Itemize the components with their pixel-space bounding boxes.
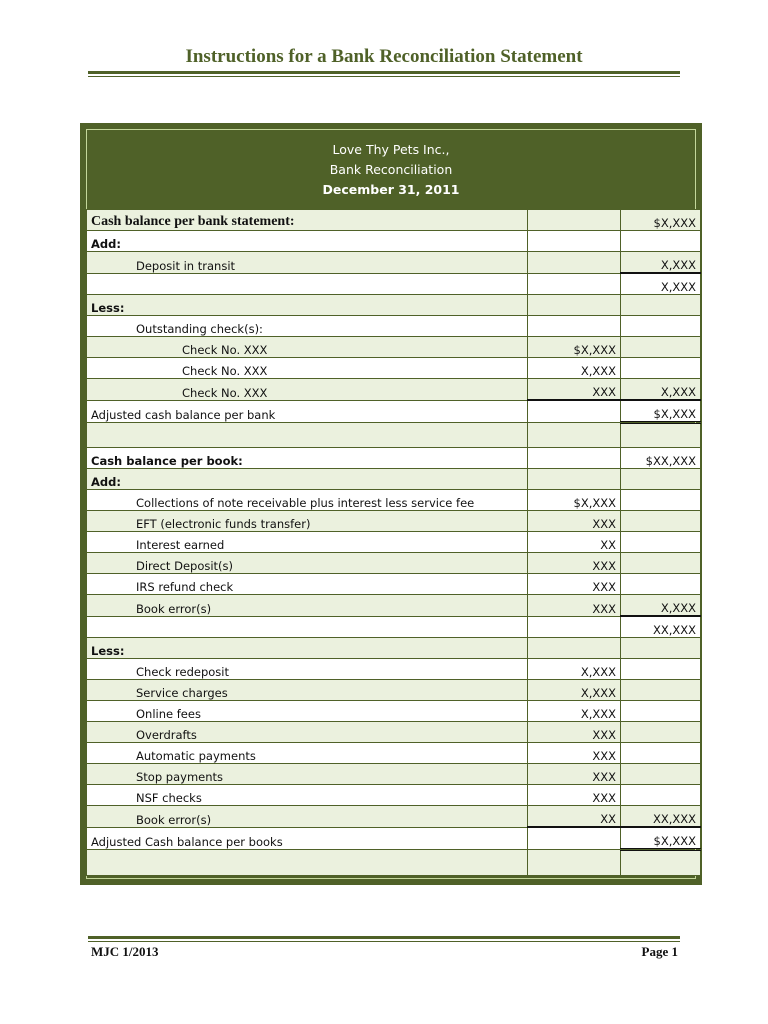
total-cell: [621, 574, 701, 595]
total-cell: [621, 358, 701, 379]
subtotal-cell: [528, 231, 621, 252]
total-cell: XX,XXX: [621, 616, 701, 638]
total-cell: $X,XXX: [621, 210, 701, 231]
total-cell: [621, 785, 701, 806]
total-cell: [621, 850, 701, 876]
subtotal-cell: [528, 616, 621, 638]
row-label: [87, 616, 528, 638]
table-row: [87, 490, 701, 511]
table-row: [87, 448, 701, 469]
total-cell: X,XXX: [621, 379, 701, 401]
table-row: [87, 638, 701, 659]
table-row: [87, 574, 701, 595]
subtotal-cell: XXX: [528, 553, 621, 574]
table-row: [87, 210, 701, 231]
subtotal-cell: [528, 273, 621, 295]
table-row: [87, 358, 701, 379]
total-cell: X,XXX: [621, 273, 701, 295]
total-cell: [621, 701, 701, 722]
subtotal-cell: X,XXX: [528, 680, 621, 701]
row-label: Direct Deposit(s): [87, 553, 528, 574]
company-name: Love Thy Pets Inc.,: [332, 142, 450, 157]
row-label: Adjusted Cash balance per books: [87, 827, 528, 850]
row-label: Add:: [87, 469, 528, 490]
subtotal-cell: XXX: [528, 785, 621, 806]
row-label: Book error(s): [87, 806, 528, 828]
subtotal-cell: XX: [528, 806, 621, 828]
footer-version: MJC 1/2013: [91, 944, 159, 959]
subtotal-cell: XXX: [528, 764, 621, 785]
subtotal-cell: X,XXX: [528, 358, 621, 379]
total-cell: [621, 638, 701, 659]
table-row: [87, 379, 701, 401]
total-cell: [621, 511, 701, 532]
table-row: [87, 337, 701, 358]
title-divider: [88, 71, 680, 74]
row-label: Interest earned: [87, 532, 528, 553]
subtotal-cell: [528, 448, 621, 469]
row-label: Overdrafts: [87, 722, 528, 743]
table-row: [87, 785, 701, 806]
subtotal-cell: X,XXX: [528, 659, 621, 680]
row-label: Book error(s): [87, 595, 528, 617]
row-label: Cash balance per bank statement:: [87, 210, 528, 231]
footer-divider: [88, 936, 680, 939]
total-cell: [621, 490, 701, 511]
table-row: [87, 423, 701, 448]
table-row: [87, 806, 701, 828]
total-cell: [621, 743, 701, 764]
total-cell: [621, 423, 701, 448]
subtotal-cell: [528, 827, 621, 850]
table-row: [87, 850, 701, 876]
row-label: Automatic payments: [87, 743, 528, 764]
subtotal-cell: [528, 316, 621, 337]
total-cell: [621, 469, 701, 490]
row-label: Check No. XXX: [87, 337, 528, 358]
total-cell: [621, 680, 701, 701]
row-label: Cash balance per book:: [87, 448, 528, 469]
table-row: [87, 659, 701, 680]
row-label: IRS refund check: [87, 574, 528, 595]
subtotal-cell: [528, 210, 621, 231]
total-cell: [621, 316, 701, 337]
total-cell: [621, 231, 701, 252]
row-label: EFT (electronic funds transfer): [87, 511, 528, 532]
report-name: Bank Reconciliation: [329, 162, 453, 177]
table-row: [87, 764, 701, 785]
table-row: [87, 316, 701, 337]
subtotal-cell: [528, 295, 621, 316]
table-row: [87, 680, 701, 701]
row-label: Outstanding check(s):: [87, 316, 528, 337]
total-cell: [621, 722, 701, 743]
table-row: [87, 616, 701, 638]
subtotal-cell: $X,XXX: [528, 490, 621, 511]
table-row: [87, 743, 701, 764]
row-label: Check No. XXX: [87, 379, 528, 401]
row-label: Add:: [87, 231, 528, 252]
table-row: [87, 295, 701, 316]
subtotal-cell: XXX: [528, 743, 621, 764]
subtotal-cell: XX: [528, 532, 621, 553]
subtotal-cell: [528, 469, 621, 490]
row-label: NSF checks: [87, 785, 528, 806]
row-label: [87, 423, 528, 448]
table-row: [87, 532, 701, 553]
row-label: Service charges: [87, 680, 528, 701]
subtotal-cell: X,XXX: [528, 701, 621, 722]
report-date: December 31, 2011: [322, 182, 460, 197]
table-row: [87, 252, 701, 274]
table-row: [87, 701, 701, 722]
subtotal-cell: [528, 423, 621, 448]
row-label: Check No. XXX: [87, 358, 528, 379]
subtotal-cell: [528, 252, 621, 274]
total-cell: [621, 295, 701, 316]
total-cell: $X,XXX: [621, 827, 701, 850]
row-label: Online fees: [87, 701, 528, 722]
sheet-header: [86, 127, 696, 209]
row-label: Adjusted cash balance per bank: [87, 400, 528, 423]
row-label: Deposit in transit: [87, 252, 528, 274]
subtotal-cell: XXX: [528, 511, 621, 532]
table-row: [87, 595, 701, 617]
subtotal-cell: XXX: [528, 379, 621, 401]
reconciliation-table: [86, 209, 701, 876]
row-label: Less:: [87, 638, 528, 659]
total-cell: $X,XXX: [621, 400, 701, 423]
footer-page-number: Page 1: [641, 944, 678, 959]
total-cell: X,XXX: [621, 595, 701, 617]
subtotal-cell: [528, 638, 621, 659]
subtotal-cell: XXX: [528, 595, 621, 617]
subtotal-cell: [528, 850, 621, 876]
subtotal-cell: XXX: [528, 574, 621, 595]
row-label: Check redeposit: [87, 659, 528, 680]
table-row: [87, 400, 701, 423]
document-title: Instructions for a Bank Reconciliation Statement: [185, 46, 583, 67]
total-cell: X,XXX: [621, 252, 701, 274]
table-row: [87, 827, 701, 850]
table-row: [87, 722, 701, 743]
table-row: [87, 469, 701, 490]
subtotal-cell: XXX: [528, 722, 621, 743]
subtotal-cell: [528, 400, 621, 423]
row-label: Collections of note receivable plus interest less service fee: [87, 490, 528, 511]
total-cell: $XX,XXX: [621, 448, 701, 469]
total-cell: [621, 532, 701, 553]
table-row: [87, 273, 701, 295]
total-cell: [621, 553, 701, 574]
total-cell: [621, 659, 701, 680]
row-label: Less:: [87, 295, 528, 316]
total-cell: [621, 337, 701, 358]
total-cell: XX,XXX: [621, 806, 701, 828]
table-row: [87, 553, 701, 574]
total-cell: [621, 764, 701, 785]
table-row: [87, 231, 701, 252]
table-row: [87, 511, 701, 532]
row-label: [87, 273, 528, 295]
subtotal-cell: $X,XXX: [528, 337, 621, 358]
row-label: [87, 850, 528, 876]
row-label: Stop payments: [87, 764, 528, 785]
